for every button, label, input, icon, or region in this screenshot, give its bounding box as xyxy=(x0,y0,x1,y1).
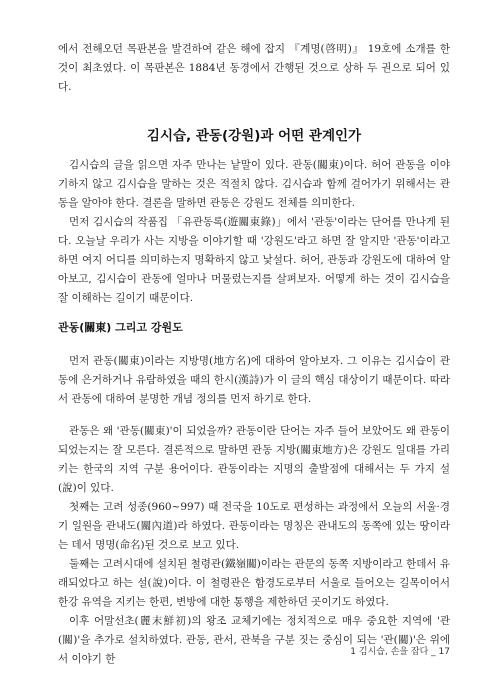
sub-paragraph-3: 첫째는 고려 성종(960~997) 때 전국을 10도로 편성하는 과정에서 오늘의 서울·경기 일원을 관내도(關內道)라 하였다. 관동이라는 명칭은 관내도의 동쪽에 있는 땅이라는 데서 명명(命名)된 것으로 보고 있다. xyxy=(58,501,450,551)
subheading: 관동(關東) 그리고 강원도 xyxy=(58,321,183,334)
sub-body-1 xyxy=(58,352,450,409)
top-paragraph-block xyxy=(58,40,450,97)
section-heading: 김시습, 관동(강원)과 어떤 관계인가 xyxy=(146,128,362,144)
page-footer: 1 김시습, 손을 잡다 _ 17 xyxy=(350,647,450,657)
sub-paragraph-4: 둘째는 고려시대에 설치된 철령관(鐵嶺關)이라는 관문의 동쪽 지방이라고 한데서 유래되었다고 하는 설(說)이다. 이 철령관은 함경도로부터 서울로 들어오는 길목이어서 한강 유역을 지키는 한편, 변방에 대한 통행을 제한하던 곳이기도 하였다. xyxy=(58,558,450,608)
sub-paragraph-5: 이후 어말선초(麗末鮮初)의 왕조 교체기에는 정치적으로 매우 중요한 지역에 '관(關)'을 추가로 설치하였다. 관동, 관서, 관북을 구분 짓는 중심이 되는 '관(關)'은 위에서 이야기 한 xyxy=(58,615,450,665)
section-paragraph-1: 김시습의 글을 읽으면 자주 만나는 낱말이 있다. 관동(關東)이다. 허어 관동을 이야기하지 않고 김시습을 말하는 것은 적절치 않다. 김시습과 함께 걸어가기 위해서는 관동을 알아야 한다. 결론을 말하면 관동은 강원도 전체를 의미한다. xyxy=(58,159,450,209)
section-paragraph-2: 먼저 김시습의 작품집 「유관동록(遊關東錄)」에서 '관동'이라는 단어를 만나게 된다. 오늘날 우리가 사는 지방을 이야기할 때 '강원도'라고 하면 잘 알지만 '관동'이라고 하면 여지 어디를 의미하는지 명확하지 않고 낯설다. 허어, 관동과 강원도에 대하여 알아보고, 김시습이 관동에 얼마나 머물렀는지를 살펴보자. 어떻게 하는 것이 김시습을 잘 이해하는 길이기 때문이다. xyxy=(58,216,450,304)
section-body xyxy=(58,156,450,308)
sub-paragraph-2: 관동은 왜 '관동(關東)'이 되었을까? 관동이란 단어는 자주 들어 보았어도 왜 관동이 되었는지는 잘 모른다. 결론적으로 말하면 관동 지방(關東地方)은 강원도 일대를 가리키는 한국의 지역 구분 용어이다. 관동이라는 지명의 출발점에 대해서는 두 가지 설(說)이 있다. xyxy=(58,425,450,494)
sub-body-2 xyxy=(58,422,450,669)
sub-paragraph-1: 먼저 관동(關東)이라는 지방명(地方名)에 대하여 알아보자. 그 이유는 김시습이 관동에 은거하거나 유람하였을 때의 한시(漢詩)가 이 글의 핵심 대상이기 때문이다. 따라서 관동에 대하여 분명한 개념 정의를 먼저 하기로 한다. xyxy=(58,355,450,405)
top-paragraph: 에서 전해오던 목판본을 발견하여 같은 해에 잡지 『계명(啓明)』 19호에 소개를 한 것이 최초였다. 이 목판본은 1884년 동경에서 간행된 것으로 상하 두 권으로 되어 있다. xyxy=(58,43,450,93)
